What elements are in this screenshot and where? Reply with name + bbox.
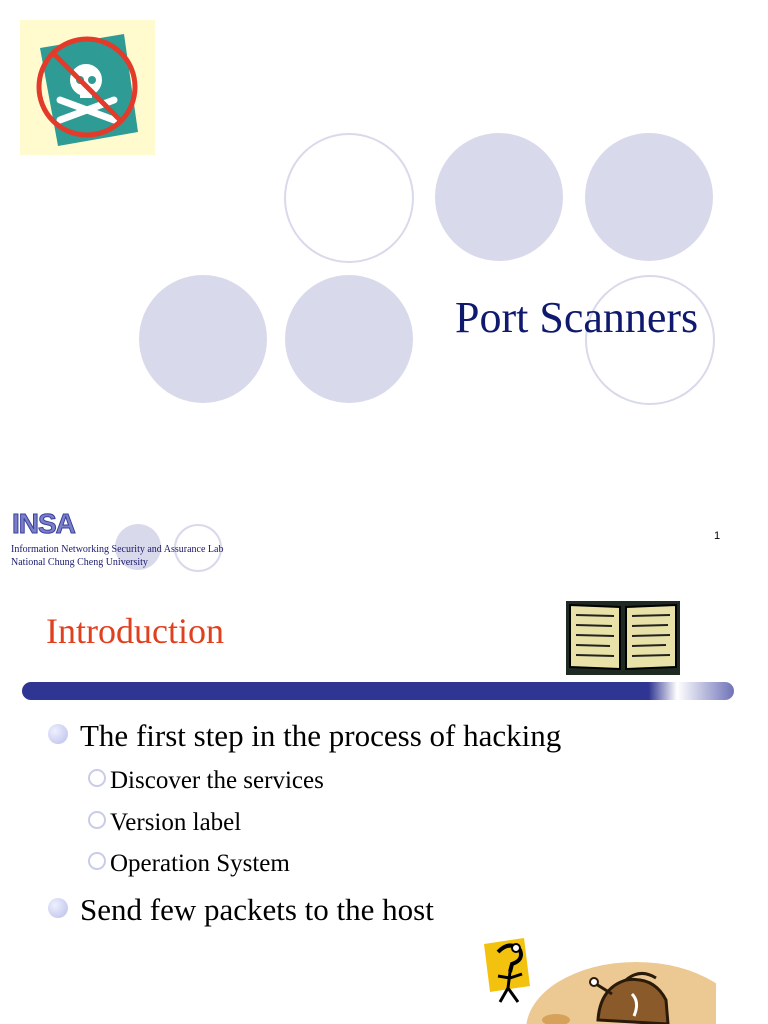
bullet-item: Send few packets to the host [80, 892, 434, 927]
sub-bullet-item: Operation System [110, 850, 290, 877]
page-number: 1 [714, 530, 721, 542]
decor-circle [435, 133, 563, 261]
insa-logo: INSA [12, 508, 75, 539]
sub-bullet-dot [88, 811, 106, 829]
hat-figure-icon [516, 950, 716, 1024]
bullet-dot [48, 898, 68, 918]
sub-bullet-dot [88, 769, 106, 787]
decor-circle [585, 133, 713, 261]
sub-bullet-item: Discover the services [110, 767, 324, 794]
lab-name: Information Networking Security and Assurance Lab [11, 544, 224, 555]
slide-title: Port Scanners [455, 293, 699, 342]
decor-circle [284, 133, 414, 263]
sub-bullet-dot [88, 852, 106, 870]
title-underline-bar [22, 682, 734, 700]
slide-title: Introduction [46, 611, 224, 651]
decor-circle [139, 275, 267, 403]
sub-bullet-item: Version label [110, 809, 242, 836]
university-name: National Chung Cheng University [11, 557, 148, 568]
bullet-item: The first step in the process of hacking [80, 718, 562, 753]
bullet-dot [48, 724, 68, 744]
no-hacking-skull-icon [20, 20, 155, 155]
open-book-icon [564, 599, 682, 677]
decor-circle [285, 275, 413, 403]
